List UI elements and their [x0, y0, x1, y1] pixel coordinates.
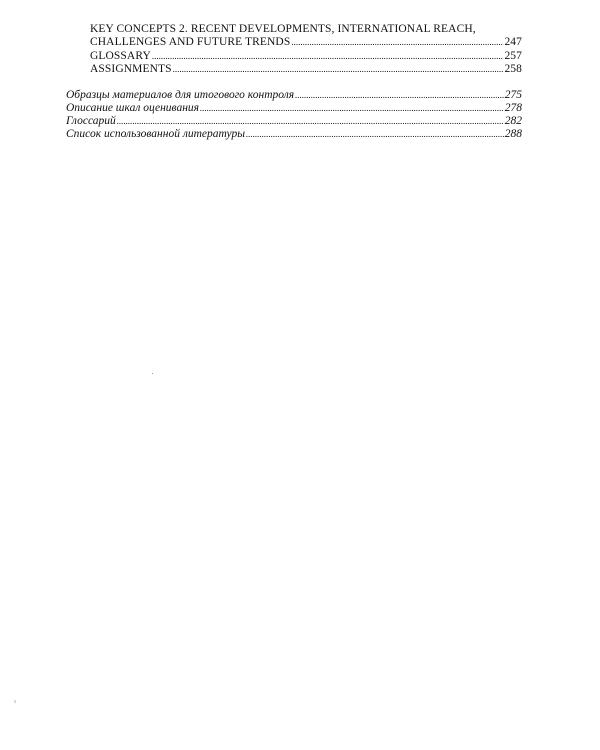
- toc-leader-dots: [291, 36, 503, 49]
- toc-entry-assignments: [90, 63, 522, 76]
- toc-entry-spisok-literatury: [66, 128, 522, 141]
- toc-page-number: 288: [504, 128, 522, 140]
- toc-entry-glossary: [90, 50, 522, 63]
- toc-entry-title: Описание шкал оценивания: [66, 102, 200, 114]
- toc-entry-key-concepts-2: [90, 23, 522, 49]
- scan-speck: [152, 373, 153, 374]
- toc-page-number: 257: [504, 50, 522, 62]
- toc-page-number: 282: [504, 115, 522, 127]
- toc-entry-opisanie-shkal: [66, 102, 522, 115]
- toc-leader-dots: [173, 63, 504, 76]
- toc-page-number: 247: [504, 36, 522, 48]
- toc-entry-title: GLOSSARY: [90, 50, 151, 62]
- toc-leader-dots: [117, 115, 504, 128]
- toc-entry-title-line-1: KEY CONCEPTS 2. RECENT DEVELOPMENTS, INTERNATIONAL REACH,: [90, 23, 476, 35]
- toc-entry-title: ASSIGNMENTS: [90, 63, 172, 75]
- toc-leader-dots: [200, 102, 504, 115]
- toc-page-number: 278: [504, 102, 522, 114]
- toc-entry-title-line-2: CHALLENGES AND FUTURE TRENDS: [90, 36, 291, 48]
- scan-speck: [14, 700, 16, 703]
- toc-page-number: 258: [504, 63, 522, 75]
- toc-entry-title: Образцы материалов для итогового контроля: [66, 89, 295, 101]
- toc-entry-title: Глоссарий: [66, 115, 116, 127]
- toc-entry-title: Список использованной литературы: [66, 128, 246, 140]
- toc-entry-obraztsy-materialov: [66, 89, 522, 102]
- toc-page-number: 275: [504, 89, 522, 101]
- toc-leader-dots: [152, 50, 504, 63]
- toc-leader-dots: [246, 128, 504, 141]
- toc-entry-glossariy: [66, 115, 522, 128]
- toc-leader-dots: [295, 89, 504, 102]
